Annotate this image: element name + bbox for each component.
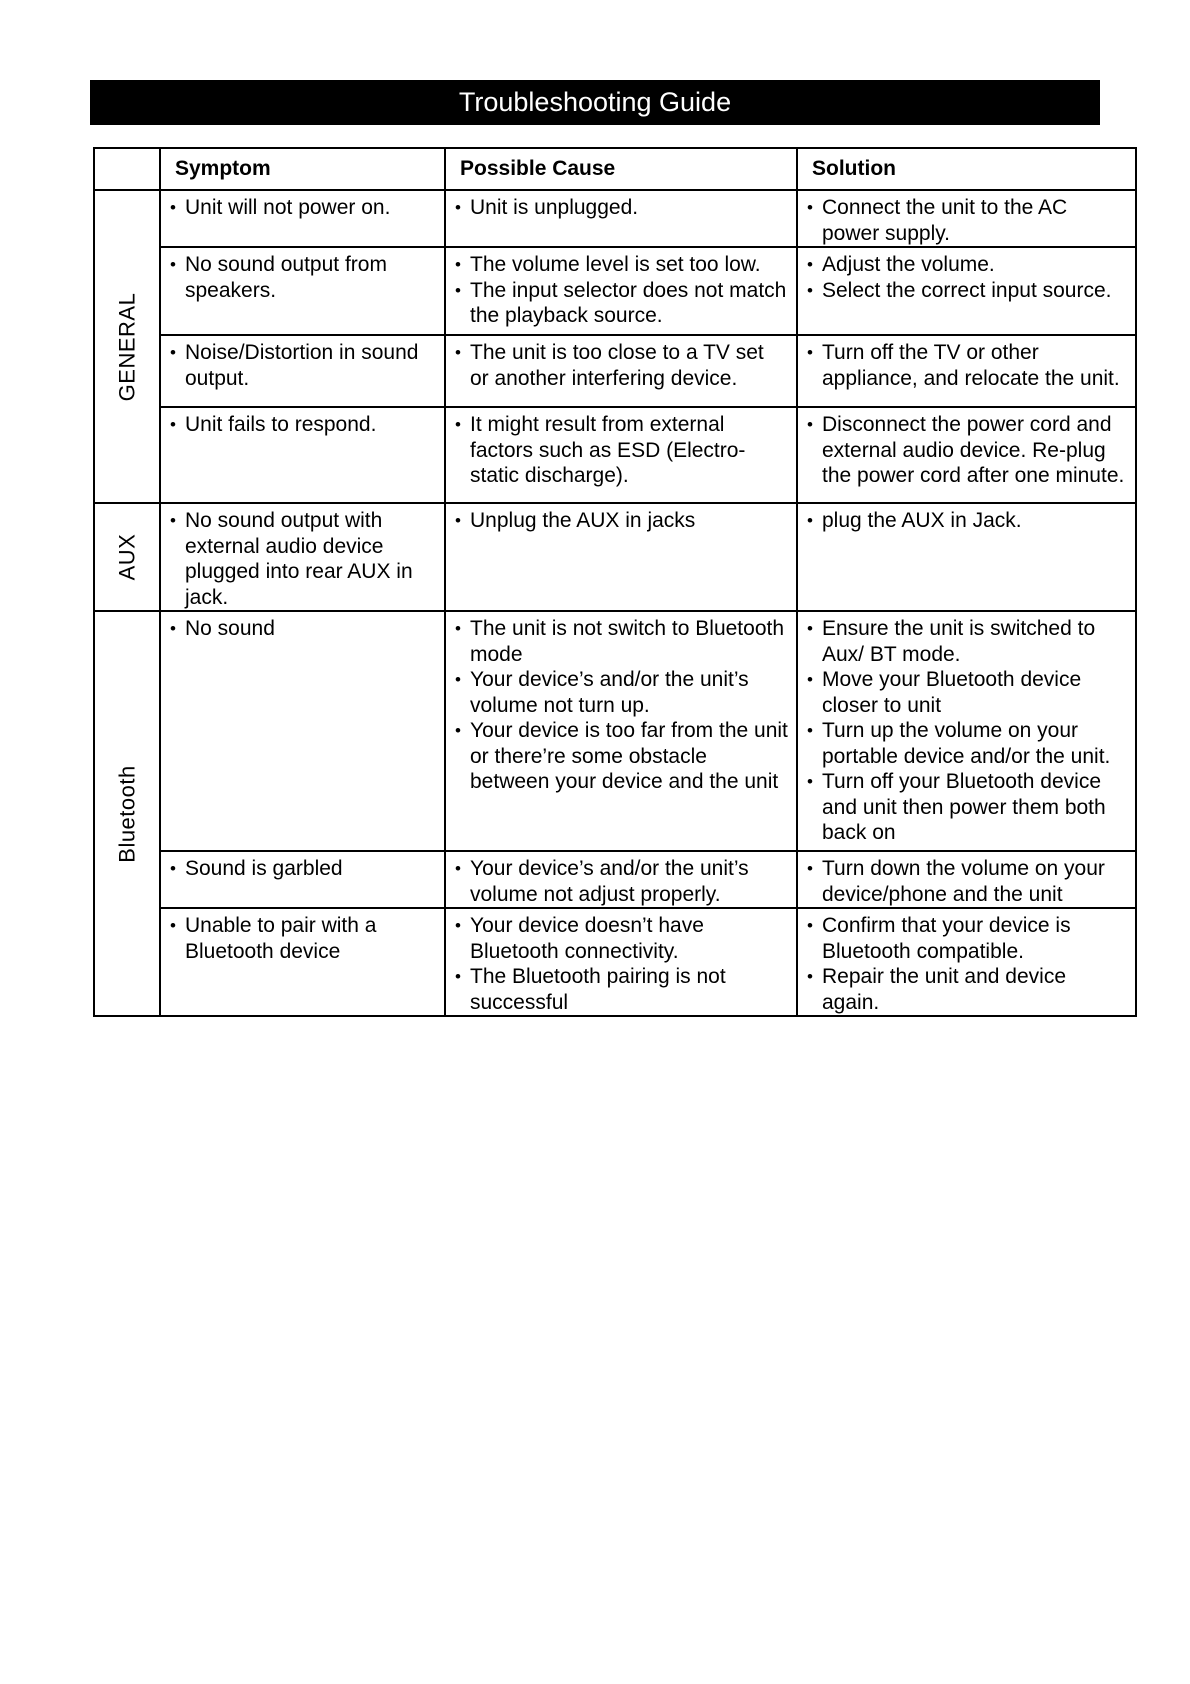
symptom-list (169, 508, 436, 610)
table-row (94, 247, 1136, 335)
solution-list (806, 195, 1127, 246)
list-item: • Turn up the volume on your portable device and/or the unit. (806, 718, 1127, 769)
list-item: • The unit is not switch to Bluetooth mode (454, 616, 788, 667)
solution-cell (797, 908, 1136, 1016)
list-item: • Unit fails to respond. (169, 412, 436, 438)
cause-list (454, 412, 788, 489)
list-item: • The Bluetooth pairing is not successful (454, 964, 788, 1015)
category-cell (94, 611, 160, 1016)
solution-cell (797, 407, 1136, 503)
symptom-cell (160, 335, 445, 407)
solution-list (806, 412, 1127, 489)
symptom-cell (160, 503, 445, 611)
cause-list (454, 616, 788, 795)
table-row (94, 335, 1136, 407)
category-cell (94, 503, 160, 611)
symptom-list (169, 252, 436, 303)
solution-cell (797, 247, 1136, 335)
header-category-spacer (94, 148, 160, 190)
cause-list (454, 340, 788, 391)
solution-list (806, 616, 1127, 846)
symptom-list (169, 913, 436, 964)
cause-cell (445, 503, 797, 611)
solution-list (806, 913, 1127, 1015)
category-label: AUX (114, 533, 140, 581)
solution-list (806, 252, 1127, 303)
header-solution: Solution (797, 148, 1136, 190)
symptom-cell (160, 851, 445, 908)
list-item: • Your device’s and/or the unit’s volume not turn up. (454, 667, 788, 718)
list-item: • Ensure the unit is switched to Aux/ BT mode. (806, 616, 1127, 667)
list-item: • Unplug the AUX in jacks (454, 508, 788, 534)
list-item: • Your device is too far from the unit or there’re some obstacle between your device and the unit (454, 718, 788, 795)
cause-list (454, 508, 788, 534)
cause-cell (445, 611, 797, 851)
cause-list (454, 195, 788, 221)
table-row (94, 611, 1136, 851)
category-cell (94, 190, 160, 503)
solution-cell (797, 851, 1136, 908)
list-item: • Connect the unit to the AC power supply. (806, 195, 1127, 246)
list-item: • The unit is too close to a TV set or another interfering device. (454, 340, 788, 391)
list-item: • Unit will not power on. (169, 195, 436, 221)
list-item: • Your device doesn’t have Bluetooth connectivity. (454, 913, 788, 964)
symptom-list (169, 340, 436, 391)
solution-cell (797, 190, 1136, 247)
table-header-row (94, 148, 1136, 190)
cause-list (454, 252, 788, 329)
troubleshooting-table (93, 147, 1137, 1017)
list-item: • No sound output from speakers. (169, 252, 436, 303)
cause-cell (445, 247, 797, 335)
solution-list (806, 340, 1127, 391)
symptom-list (169, 195, 436, 221)
solution-cell (797, 503, 1136, 611)
table-row (94, 190, 1136, 247)
cause-cell (445, 335, 797, 407)
list-item: • It might result from external factors such as ESD (Electro-static discharge). (454, 412, 788, 489)
symptom-cell (160, 407, 445, 503)
solution-list (806, 508, 1127, 534)
list-item: • The input selector does not match the playback source. (454, 278, 788, 329)
list-item: • The volume level is set too low. (454, 252, 788, 278)
cause-cell (445, 851, 797, 908)
list-item: • Turn down the volume on your device/phone and the unit (806, 856, 1127, 907)
symptom-cell (160, 247, 445, 335)
table-row (94, 407, 1136, 503)
symptom-cell (160, 908, 445, 1016)
list-item: • Unable to pair with a Bluetooth device (169, 913, 436, 964)
list-item: • No sound (169, 616, 436, 642)
category-label: GENERAL (114, 292, 140, 401)
header-symptom: Symptom (160, 148, 445, 190)
cause-cell (445, 190, 797, 247)
symptom-list (169, 856, 436, 882)
table-row (94, 908, 1136, 1016)
list-item: • Adjust the volume. (806, 252, 1127, 278)
table-row (94, 503, 1136, 611)
category-label: Bluetooth (114, 764, 140, 863)
symptom-cell (160, 190, 445, 247)
list-item: • Your device’s and/or the unit’s volume not adjust properly. (454, 856, 788, 907)
list-item: • Select the correct input source. (806, 278, 1127, 304)
list-item: • Confirm that your device is Bluetooth compatible. (806, 913, 1127, 964)
table-row (94, 851, 1136, 908)
list-item: • Repair the unit and device again. (806, 964, 1127, 1015)
page-title: Troubleshooting Guide (90, 80, 1100, 125)
cause-list (454, 856, 788, 907)
solution-list (806, 856, 1127, 907)
list-item: • Unit is unplugged. (454, 195, 788, 221)
table-body (94, 190, 1136, 1016)
symptom-cell (160, 611, 445, 851)
list-item: • No sound output with external audio device plugged into rear AUX in jack. (169, 508, 436, 610)
list-item: • plug the AUX in Jack. (806, 508, 1127, 534)
header-cause: Possible Cause (445, 148, 797, 190)
cause-list (454, 913, 788, 1015)
list-item: • Move your Bluetooth device closer to unit (806, 667, 1127, 718)
list-item: • Noise/Distortion in sound output. (169, 340, 436, 391)
list-item: • Disconnect the power cord and external audio device. Re-plug the power cord after one minute. (806, 412, 1127, 489)
solution-cell (797, 335, 1136, 407)
cause-cell (445, 407, 797, 503)
cause-cell (445, 908, 797, 1016)
symptom-list (169, 616, 436, 642)
list-item: • Sound is garbled (169, 856, 436, 882)
solution-cell (797, 611, 1136, 851)
symptom-list (169, 412, 436, 438)
list-item: • Turn off your Bluetooth device and unit then power them both back on (806, 769, 1127, 846)
list-item: • Turn off the TV or other appliance, and relocate the unit. (806, 340, 1127, 391)
